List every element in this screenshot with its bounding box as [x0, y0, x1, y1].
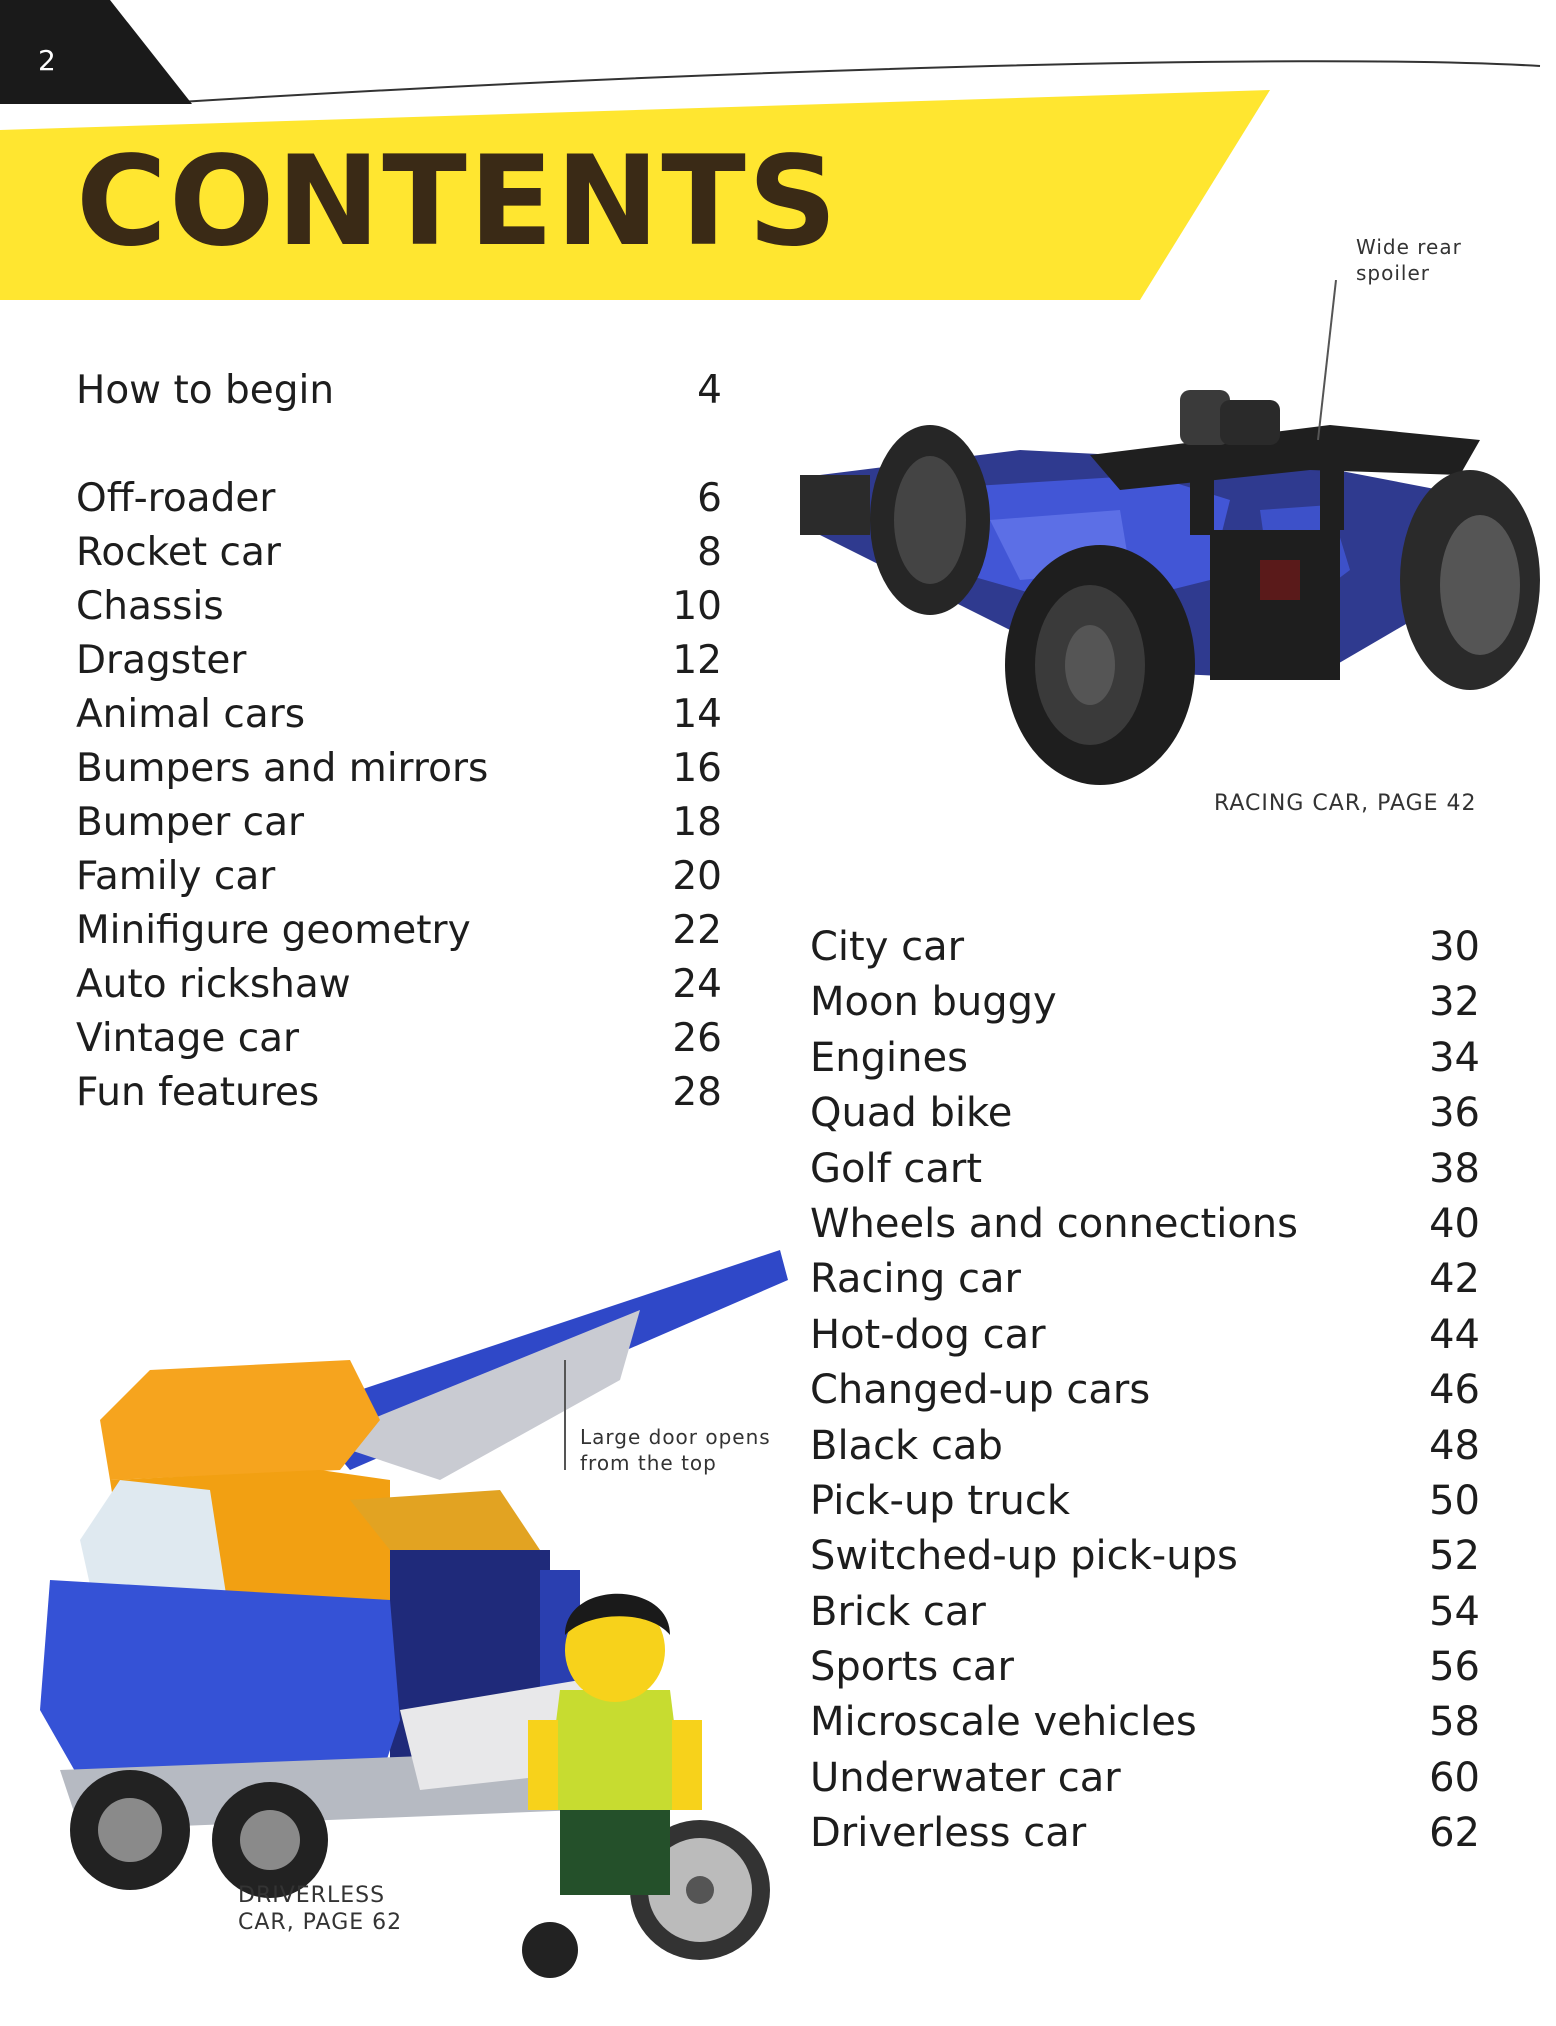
toc-entry-page: 8 [697, 530, 722, 575]
toc-entry-page: 54 [1429, 1588, 1480, 1635]
toc-entry-page: 34 [1429, 1034, 1480, 1081]
toc-entry[interactable] [810, 1751, 1480, 1806]
toc-entry[interactable] [810, 975, 1480, 1030]
driverless-car-caption: DRIVERLESS CAR, PAGE 62 [238, 1883, 403, 1935]
toc-entry-page: 10 [672, 584, 722, 629]
toc-entry[interactable] [76, 850, 722, 904]
page-title: CONTENTS [76, 130, 840, 274]
toc-entry[interactable] [810, 1197, 1480, 1252]
top-rule [0, 0, 1556, 110]
toc-entry-label: Moon buggy [810, 979, 1057, 1026]
toc-entry-label: Vintage car [76, 1016, 300, 1061]
toc-entry-page: 12 [672, 638, 722, 683]
toc-entry-label: Underwater car [810, 1754, 1121, 1801]
toc-entry-page: 48 [1429, 1422, 1480, 1469]
toc-entry-page: 38 [1429, 1145, 1480, 1192]
toc-entry-page: 58 [1429, 1699, 1480, 1746]
toc-entry[interactable] [76, 904, 722, 958]
toc-entry[interactable] [76, 364, 722, 418]
door-callout-line [560, 1360, 570, 1470]
toc-entry-label: Golf cart [810, 1145, 983, 1192]
toc-intro [76, 364, 722, 418]
driverless-car-illustration [20, 1250, 800, 1990]
toc-entry-label: Bumpers and mirrors [76, 746, 489, 791]
toc-entry[interactable] [810, 1252, 1480, 1307]
toc-entry-label: Engines [810, 1034, 968, 1081]
toc-entry-label: Off-roader [76, 476, 276, 521]
toc-entry[interactable] [810, 1806, 1480, 1861]
toc-entry[interactable] [810, 1640, 1480, 1695]
toc-entry[interactable] [810, 1308, 1480, 1363]
toc-entry[interactable] [810, 920, 1480, 975]
toc-entry-page: 36 [1429, 1090, 1480, 1137]
toc-entry-label: Wheels and connections [810, 1200, 1298, 1247]
toc-entry-page: 44 [1429, 1311, 1480, 1358]
toc-entry[interactable] [76, 1066, 722, 1120]
toc-entry[interactable] [76, 688, 722, 742]
toc-entry-page: 30 [1429, 924, 1480, 970]
toc-entry[interactable] [76, 796, 722, 850]
toc-entry-label: How to begin [76, 368, 335, 413]
toc-entry-label: Black cab [810, 1422, 1003, 1469]
toc-entry-page: 20 [672, 854, 722, 899]
toc-left-column [76, 472, 722, 1120]
toc-entry[interactable] [810, 1529, 1480, 1584]
toc-entry[interactable] [810, 1031, 1480, 1086]
toc-right-column [810, 920, 1480, 1862]
toc-entry[interactable] [76, 526, 722, 580]
toc-entry-label: Animal cars [76, 692, 306, 737]
toc-entry-page: 50 [1429, 1477, 1480, 1524]
toc-entry-label: Microscale vehicles [810, 1699, 1197, 1746]
toc-entry-label: Quad bike [810, 1090, 1013, 1137]
toc-entry[interactable] [810, 1695, 1480, 1750]
toc-entry-page: 60 [1429, 1754, 1480, 1801]
racing-car-illustration [790, 380, 1550, 790]
spoiler-callout: Wide rear spoiler [1356, 235, 1462, 285]
spoiler-callout-line [1310, 280, 1340, 440]
page-number: 2 [38, 44, 56, 77]
toc-entry[interactable] [76, 472, 722, 526]
toc-entry-label: Pick-up truck [810, 1477, 1071, 1524]
toc-entry-page: 62 [1429, 1810, 1480, 1857]
toc-entry[interactable] [76, 634, 722, 688]
toc-entry-page: 22 [672, 908, 722, 953]
toc-entry-page: 56 [1429, 1644, 1480, 1691]
racing-car-caption: RACING CAR, PAGE 42 [1214, 791, 1477, 816]
toc-entry-page: 26 [672, 1016, 722, 1061]
toc-entry[interactable] [76, 1012, 722, 1066]
toc-entry-label: Racing car [810, 1256, 1021, 1303]
toc-entry-label: Family car [76, 854, 276, 899]
toc-entry-label: Driverless car [810, 1810, 1087, 1857]
toc-entry-label: Dragster [76, 638, 247, 683]
toc-entry[interactable] [810, 1585, 1480, 1640]
toc-entry-page: 52 [1429, 1533, 1480, 1580]
toc-entry-label: Minifigure geometry [76, 908, 471, 953]
toc-entry[interactable] [810, 1419, 1480, 1474]
toc-entry[interactable] [76, 958, 722, 1012]
toc-entry-label: City car [810, 924, 965, 970]
toc-entry-label: Auto rickshaw [76, 962, 351, 1007]
toc-entry-page: 16 [672, 746, 722, 791]
toc-entry-label: Chassis [76, 584, 224, 629]
toc-entry-label: Bumper car [76, 800, 305, 845]
toc-entry[interactable] [810, 1363, 1480, 1418]
toc-entry[interactable] [810, 1474, 1480, 1529]
toc-entry[interactable] [810, 1086, 1480, 1141]
toc-entry[interactable] [810, 1142, 1480, 1197]
toc-entry-page: 14 [672, 692, 722, 737]
toc-entry-page: 46 [1429, 1367, 1480, 1414]
toc-entry-label: Brick car [810, 1588, 986, 1635]
toc-entry-label: Switched-up pick-ups [810, 1533, 1238, 1580]
toc-entry-page: 32 [1429, 979, 1480, 1026]
toc-entry-label: Rocket car [76, 530, 281, 575]
toc-entry-label: Hot-dog car [810, 1311, 1046, 1358]
toc-entry-page: 42 [1429, 1256, 1480, 1303]
toc-entry-page: 40 [1429, 1200, 1480, 1247]
toc-entry-label: Fun features [76, 1070, 320, 1115]
door-callout: Large door opens from the top [580, 1425, 771, 1475]
toc-entry-label: Sports car [810, 1644, 1014, 1691]
toc-entry-page: 28 [672, 1070, 722, 1115]
toc-entry-page: 6 [697, 476, 722, 521]
page-corner [0, 0, 200, 104]
toc-entry-page: 4 [697, 368, 722, 413]
toc-entry-page: 18 [672, 800, 722, 845]
toc-entry-page: 24 [672, 962, 722, 1007]
toc-entry[interactable] [76, 742, 722, 796]
toc-entry[interactable] [76, 580, 722, 634]
toc-entry-label: Changed-up cars [810, 1367, 1151, 1414]
